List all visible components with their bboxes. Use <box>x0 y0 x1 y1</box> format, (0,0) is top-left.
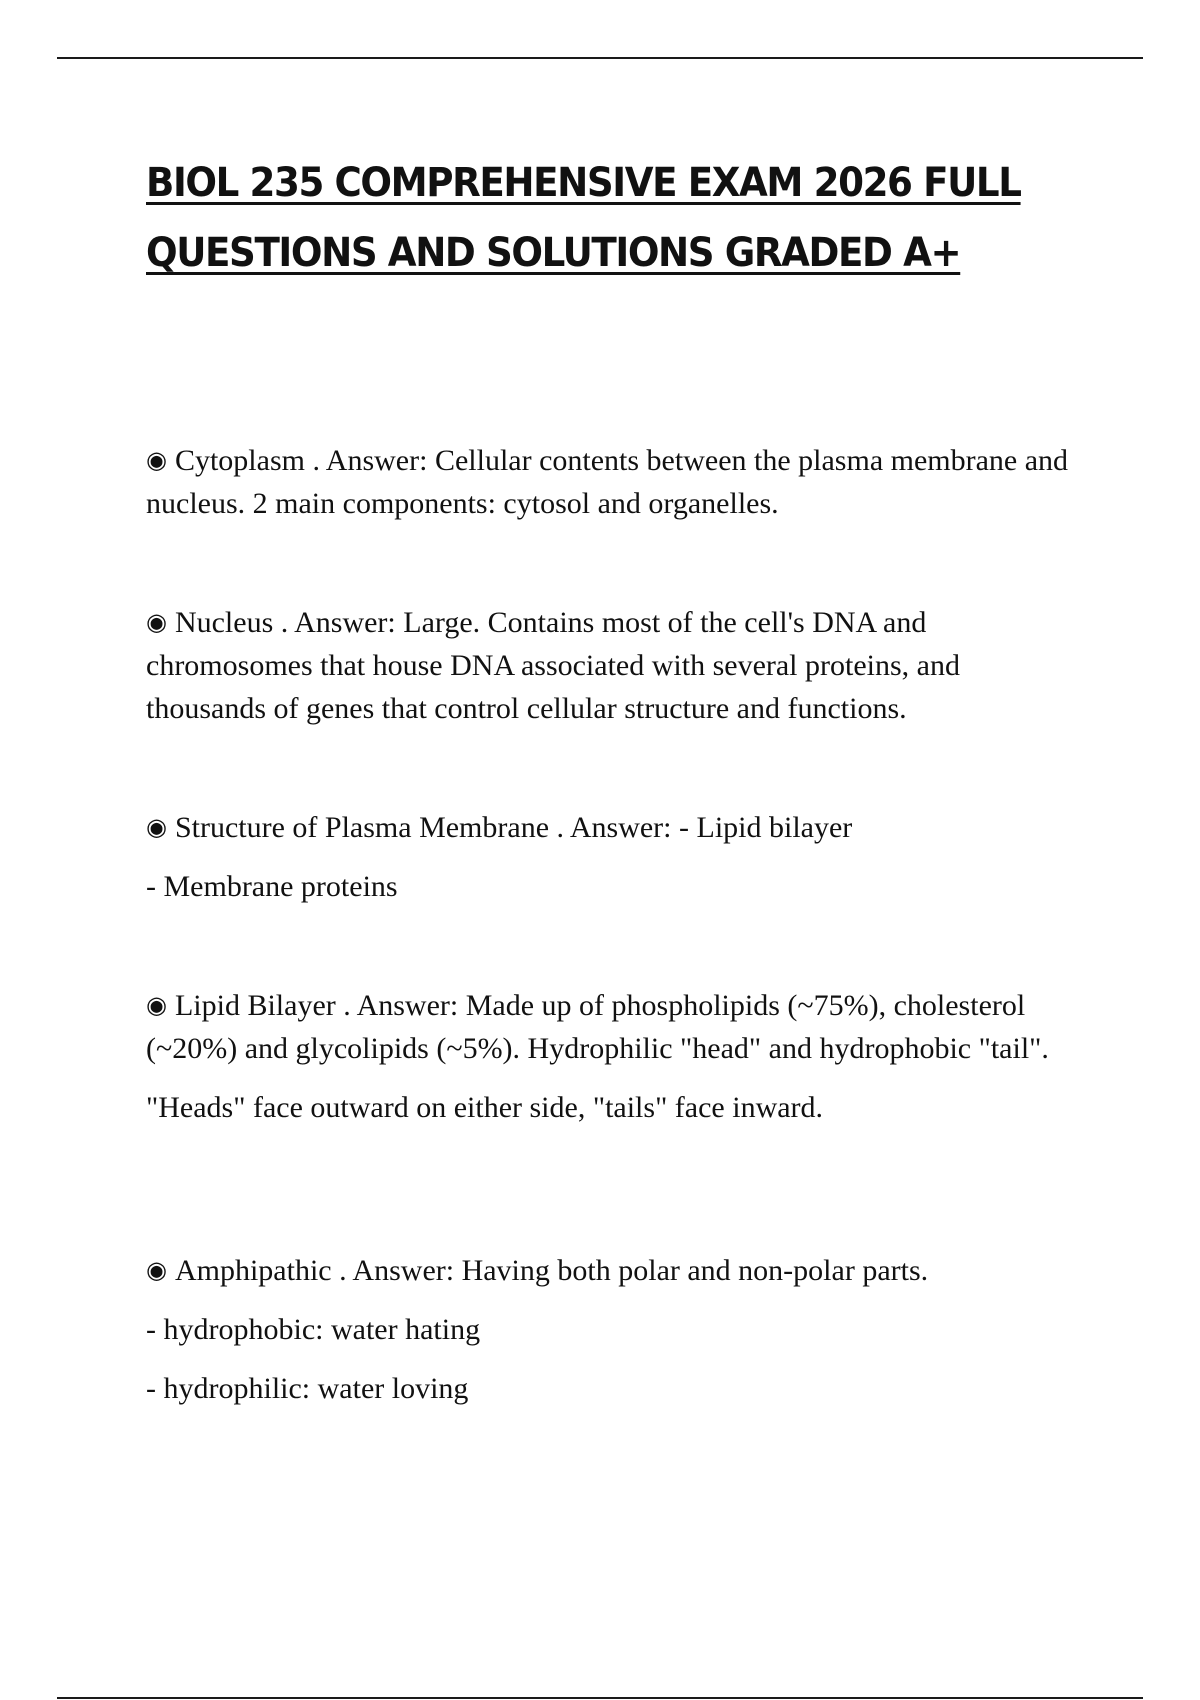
qa-extra-line: "Heads" face outward on either side, "tails" face inward. <box>146 1091 824 1124</box>
qa-item-cytoplasm <box>146 439 1076 525</box>
qa-text: Cytoplasm . Answer: Cellular contents between the plasma membrane and nucleus. 2 main components: cytosol and organelles. <box>146 444 1069 520</box>
qa-question-answer <box>146 806 1076 849</box>
qa-question-answer <box>146 1249 1076 1292</box>
title-line-1: BIOL 235 COMPREHENSIVE EXAM 2026 FULL <box>146 160 1021 206</box>
qa-question-answer <box>146 984 1076 1070</box>
qa-item-lipid-bilayer <box>146 984 1076 1129</box>
radio-bullet-icon: ◉ <box>146 813 167 841</box>
qa-question-answer <box>146 439 1076 525</box>
top-rule <box>57 57 1143 59</box>
qa-item-amphipathic <box>146 1249 1076 1410</box>
qa-item-plasma-membrane <box>146 806 1076 908</box>
qa-text: Structure of Plasma Membrane . Answer: - Lipid bilayer <box>174 811 853 844</box>
qa-extra-line: - hydrophobic: water hating <box>146 1313 481 1346</box>
qa-extra-line: - Membrane proteins <box>146 870 398 903</box>
qa-text: Nucleus . Answer: Large. Contains most of the cell's DNA and chromosomes that house DNA associated with several proteins, and thousands of genes that control cellular structure and functions. <box>146 606 960 725</box>
radio-bullet-icon: ◉ <box>146 446 167 474</box>
qa-text: Lipid Bilayer . Answer: Made up of phospholipids (~75%), cholesterol (~20%) and glycolipids (~5%). Hydrophilic "head" and hydrophobic "tail". <box>146 989 1049 1065</box>
radio-bullet-icon: ◉ <box>146 608 167 636</box>
qa-question-answer <box>146 601 1076 730</box>
bottom-rule <box>57 1697 1143 1699</box>
qa-text: Amphipathic . Answer: Having both polar and non-polar parts. <box>174 1254 929 1287</box>
radio-bullet-icon: ◉ <box>146 1256 167 1284</box>
title-line-2: QUESTIONS AND SOLUTIONS GRADED A+ <box>146 230 961 276</box>
qa-item-nucleus <box>146 601 1076 730</box>
qa-extra-line: - hydrophilic: water loving <box>146 1372 469 1405</box>
radio-bullet-icon: ◉ <box>146 991 167 1019</box>
page-title <box>146 148 1021 288</box>
